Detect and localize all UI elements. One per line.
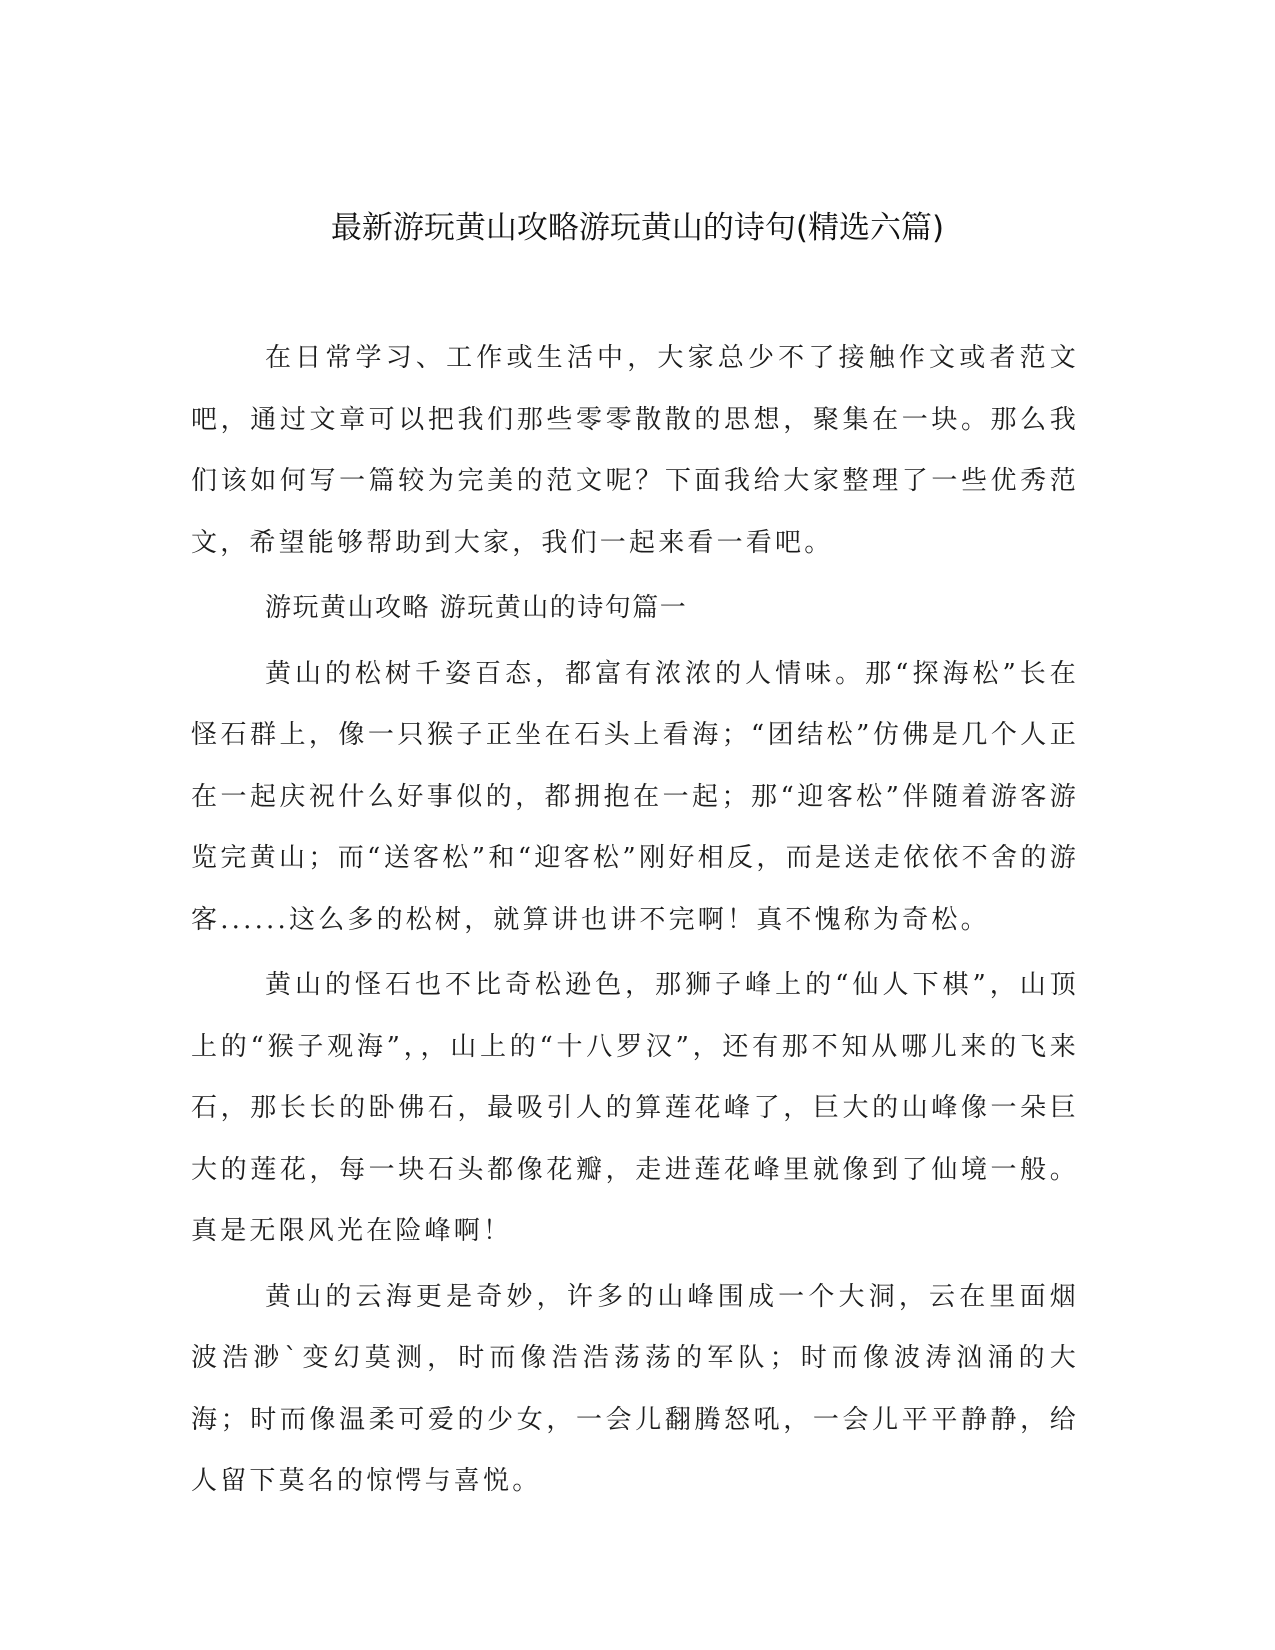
- section-heading: 游玩黄山攻略 游玩黄山的诗句篇一: [265, 593, 688, 623]
- cloud-sea-paragraph: 黄山的云海更是奇妙，许多的山峰围成一个大洞，云在里面烟波浩渺`变幻莫测，时而像浩浩荡荡的军队；时而像波涛汹涌的大海；时而像温柔可爱的少女，一会儿翻腾怒吼，一会儿平平静静，给人留下莫名的惊愕与喜悦。: [191, 1281, 1079, 1496]
- rocks-paragraph: 黄山的怪石也不比奇松逊色，那狮子峰上的“仙人下棋”，山顶上的“猴子观海”，，山上的“十八罗汉”，还有那不知从哪儿来的飞来石，那长长的卧佛石，最吸引人的算莲花峰了，巨大的山峰像一朵巨大的莲花，每一块石头都像花瓣，走进莲花峰里就像到了仙境一般。真是无限风光在险峰啊！: [191, 970, 1079, 1246]
- page-title: 最新游玩黄山攻略游玩黄山的诗句(精选六篇): [330, 210, 945, 246]
- intro-paragraph: 在日常学习、工作或生活中，大家总少不了接触作文或者范文吧，通过文章可以把我们那些零零散散的思想，聚集在一块。那么我们该如何写一篇较为完美的范文呢？下面我给大家整理了一些优秀范文，希望能够帮助到大家，我们一起来看一看吧。: [191, 343, 1079, 558]
- document-body: [191, 328, 1079, 1517]
- pine-paragraph: 黄山的松树千姿百态，都富有浓浓的人情味。那“探海松”长在怪石群上，像一只猴子正坐在石头上看海；“团结松”仿佛是几个人正在一起庆祝什么好事似的，都拥抱在一起；那“迎客松”伴随着游客游览完黄山；而“送客松”和“迎客松”刚好相反，而是送走依依不舍的游客......这么多的松树，就算讲也讲不完啊！真不愧称为奇松。: [191, 658, 1079, 935]
